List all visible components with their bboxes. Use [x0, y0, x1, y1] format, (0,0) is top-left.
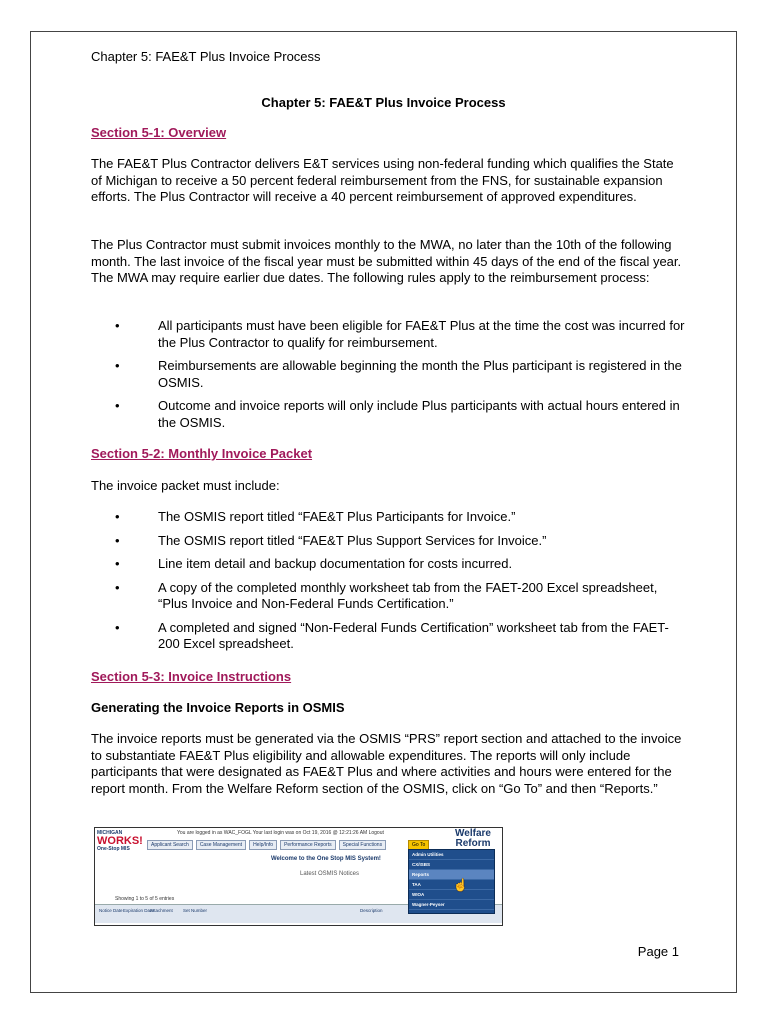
notices-heading: Latest OSMIS Notices [300, 871, 360, 877]
welfare-reform-brand: Welfare Reform [455, 828, 491, 849]
paragraph-generating-reports: The invoice reports must be generated via the OSMIS “PRS” report section and attached to the invoice to substantiate FAE&T Plus eligibility and allowable expenditures. The reports will only include participants that were designated as FAE&T Plus and where activities and hours were entered for the report month. From the Welfare Reform section of the OSMIS, click on “Go To” and then “Reports.” [91, 731, 682, 796]
michigan-works-logo: MICHIGAN WORKS! One-Stop MIS [97, 830, 143, 852]
paragraph-overview: The FAE&T Plus Contractor delivers E&T services using non-federal funding which qualifies the State of Michigan to receive a 50 percent federal reimbursement from the FNS, for sustainable expansion efforts. The Plus Contractor will receive a 40 percent reimbursement of approved expenditures. [91, 156, 674, 204]
list-item: • Reimbursements are allowable beginning the month the Plus participant is registered in the OSMIS. [115, 358, 682, 390]
goto-button: Go To [408, 840, 429, 850]
list-item: • The OSMIS report titled “FAE&T Plus Support Services for Invoice.” [115, 532, 547, 548]
page-number: Page 1 [637, 944, 679, 959]
user-status-bar: You are logged in as WAC_FOGL Your last login was on Oct 19, 2016 @ 12:21:26 AM Logout [177, 830, 384, 836]
section-heading-invoice-packet: Section 5-2: Monthly Invoice Packet [91, 446, 313, 461]
tab-help-info: Help/Info [249, 840, 277, 850]
page-title: Chapter 5: FAE&T Plus Invoice Process [261, 95, 506, 110]
welcome-text: Welcome to the One Stop MIS System! [271, 856, 381, 862]
nav-tabs [147, 840, 386, 850]
tab-applicant-search: Applicant Search [147, 840, 193, 850]
table-header-row: Notice Date Expiration Date Attachment Set Number Description [95, 904, 502, 923]
list-item: • A copy of the completed monthly worksheet tab from the FAET-200 Excel spreadsheet, “Plus Invoice and Non-Federal Funds Certification.” [115, 579, 658, 611]
paragraph-invoice-timing: The Plus Contractor must submit invoices monthly to the MWA, no later than the 10th of the following month. The last invoice of the fiscal year must be submitted within 45 days of the end of the fiscal year. The MWA may require earlier due dates. The following rules apply to the reimbursement process: [91, 237, 682, 285]
subheading-generating-reports: Generating the Invoice Reports in OSMIS [91, 700, 345, 715]
running-header: Chapter 5: FAE&T Plus Invoice Process [91, 49, 321, 64]
section-heading-overview: Section 5-1: Overview [91, 125, 227, 140]
bullet-list-packet [91, 509, 686, 660]
tab-performance-reports: Performance Reports [280, 840, 336, 850]
menu-item-cx-isbs: CX/ISBS [409, 860, 494, 870]
menu-item-wagner-peyser: Wagner-Peyser [409, 900, 494, 910]
list-item: • Outcome and invoice reports will only include Plus participants with actual hours entered in the OSMIS. [115, 398, 680, 430]
tab-special-functions: Special Functions [339, 840, 386, 850]
hand-cursor-icon: ☝ [453, 878, 468, 892]
list-item: • All participants must have been eligible for FAE&T Plus at the time the cost was incurred for the Plus Contractor to qualify for reimbursement. [115, 318, 685, 350]
menu-item-taa: TAA [409, 880, 494, 890]
section-heading-invoice-instructions: Section 5-3: Invoice Instructions [91, 669, 292, 684]
menu-item-wioa: WIOA [409, 890, 494, 900]
list-item: • Line item detail and backup documentation for costs incurred. [115, 556, 513, 571]
paragraph-packet-intro: The invoice packet must include: [91, 478, 280, 493]
menu-item-reports: Reports [409, 870, 494, 880]
osmis-screenshot [94, 827, 503, 926]
tab-case-management: Case Management [196, 840, 246, 850]
goto-dropdown-menu [408, 849, 495, 914]
list-item: • A completed and signed “Non-Federal Funds Certification” worksheet tab from the FAET-200 Excel spreadsheet. [115, 619, 669, 651]
list-item: • The OSMIS report titled “FAE&T Plus Participants for Invoice.” [115, 509, 516, 524]
bullet-list-rules [91, 318, 686, 438]
entries-count: Showing 1 to 5 of 5 entries [115, 896, 175, 902]
document-page [30, 31, 737, 993]
menu-item-admin-utilities: Admin Utilities [409, 850, 494, 860]
